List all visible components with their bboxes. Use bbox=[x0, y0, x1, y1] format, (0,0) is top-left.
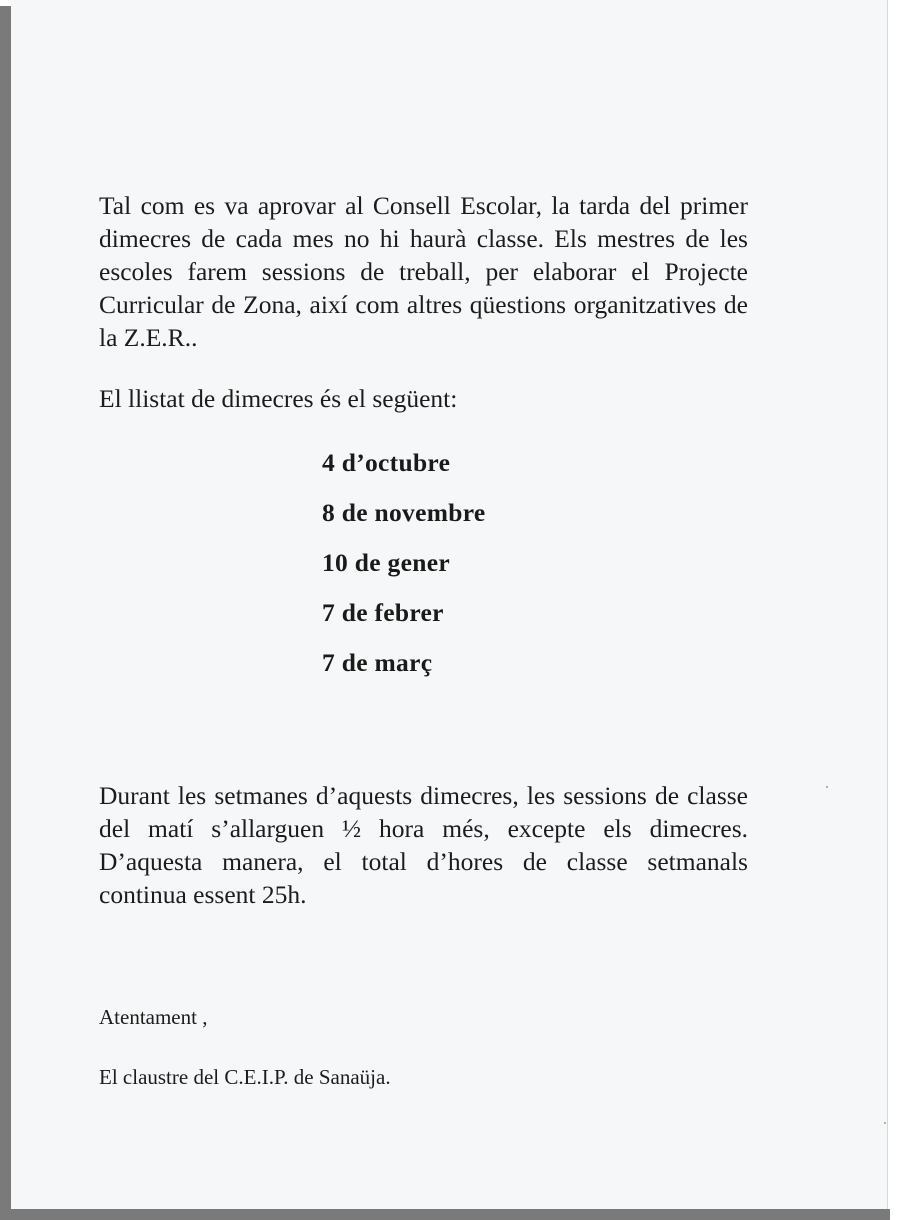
scan-shadow-bottom bbox=[0, 1209, 890, 1220]
date-item: 8 de novembre bbox=[322, 498, 486, 527]
date-item: 10 de gener bbox=[322, 548, 450, 577]
date-item: 4 d’octubre bbox=[322, 448, 451, 477]
scan-speck bbox=[826, 786, 828, 788]
closing-line: Atentament , bbox=[99, 1005, 208, 1029]
dates-list bbox=[322, 446, 486, 696]
schedule-paragraph: Durant les setmanes d’aquests dimecres, les sessions de classe del matí s’allarguen ½ hora més, excepte els dimecres. D’aquesta manera, el total d’hores de classe setmanals continua essent 25h. bbox=[99, 781, 748, 909]
scan-shadow-left bbox=[0, 6, 11, 1220]
date-item: 7 de febrer bbox=[322, 598, 444, 627]
scan-speck bbox=[884, 1122, 886, 1124]
date-item: 7 de març bbox=[322, 648, 433, 677]
intro-paragraph: Tal com es va aprovar al Consell Escolar, la tarda del primer dimecres de cada mes no hi haurà classe. Els mestres de les escoles farem sessions de treball, per elaborar el Projecte Curricular de Zona, així com altres qüestions organitzatives de la Z.E.R.. bbox=[99, 191, 748, 352]
dates-intro: El llistat de dimecres és el següent: bbox=[99, 384, 458, 413]
signature-line: El claustre del C.E.I.P. de Sanaüja. bbox=[99, 1065, 391, 1089]
